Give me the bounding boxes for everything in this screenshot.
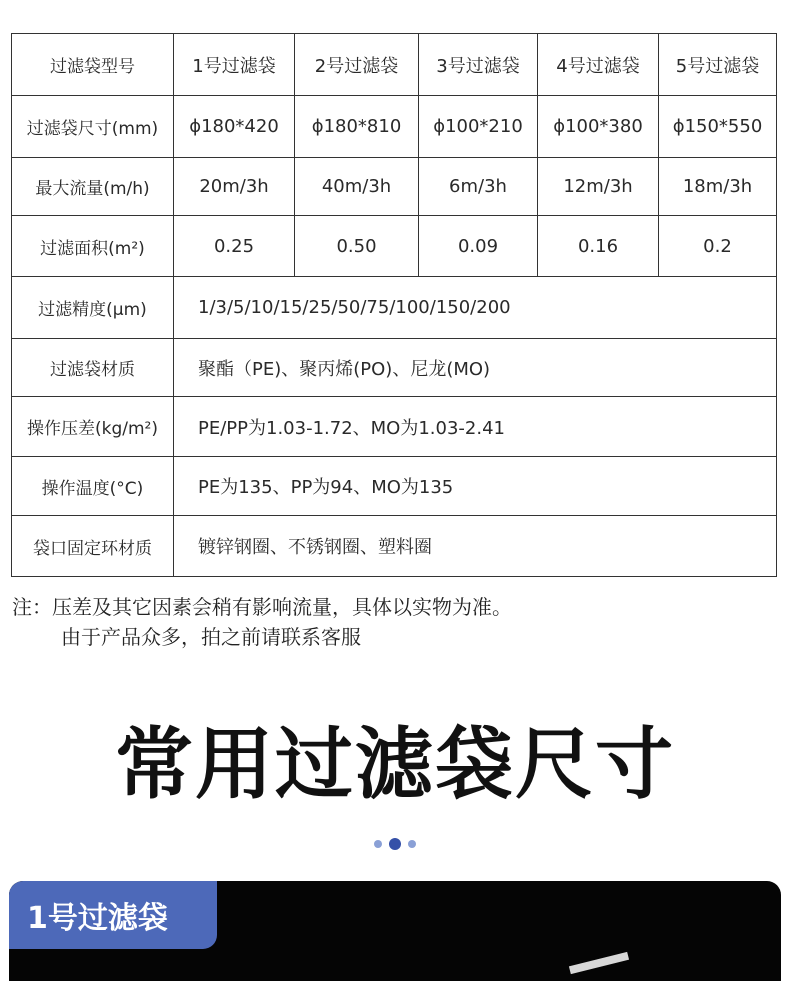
table-cell-wide: 镀锌钢圈、不锈钢圈、塑料圈 (174, 516, 777, 577)
product-badge: 1号过滤袋 (9, 881, 217, 949)
note (12, 592, 512, 652)
header-model-5: 5号过滤袋 (659, 34, 777, 96)
table-cell: ϕ100*380 (538, 96, 659, 158)
table-cell: 0.2 (659, 216, 777, 277)
header-label: 过滤袋型号 (12, 34, 174, 96)
table-cell: 0.16 (538, 216, 659, 277)
table-cell-wide: PE/PP为1.03-1.72、MO为1.03-2.41 (174, 397, 777, 457)
table-cell: ϕ180*420 (174, 96, 295, 158)
table-cell: 6m/3h (419, 158, 538, 216)
table-cell: 18m/3h (659, 158, 777, 216)
table-row (12, 96, 777, 158)
product-image-edge (569, 952, 629, 974)
note-line-1: 注：压差及其它因素会稍有影响流量，具体以实物为准。 (12, 595, 512, 619)
carousel-dot-active[interactable] (389, 838, 401, 850)
table-cell: 0.09 (419, 216, 538, 277)
row-label-size: 过滤袋尺寸(mm) (12, 96, 174, 158)
table-cell: ϕ100*210 (419, 96, 538, 158)
table-cell: ϕ150*550 (659, 96, 777, 158)
header-model-1: 1号过滤袋 (174, 34, 295, 96)
table-cell: 12m/3h (538, 158, 659, 216)
product-panel (9, 881, 781, 981)
carousel-dot[interactable] (374, 840, 382, 848)
row-label-temperature: 操作温度(°C) (12, 457, 174, 516)
header-model-2: 2号过滤袋 (295, 34, 419, 96)
row-label-area: 过滤面积(m²) (12, 216, 174, 277)
table-cell: ϕ180*810 (295, 96, 419, 158)
table-row (12, 339, 777, 397)
header-model-3: 3号过滤袋 (419, 34, 538, 96)
table-cell: 20m/3h (174, 158, 295, 216)
row-label-ring: 袋口固定环材质 (12, 516, 174, 577)
table-cell: 40m/3h (295, 158, 419, 216)
table-row (12, 158, 777, 216)
table-row (12, 397, 777, 457)
note-line-2: 由于产品众多，拍之前请联系客服 (61, 625, 361, 649)
table-cell-wide: 聚酯（PE)、聚丙烯(PO)、尼龙(MO) (174, 339, 777, 397)
table-header-row (12, 34, 777, 96)
table-row (12, 457, 777, 516)
row-label-material: 过滤袋材质 (12, 339, 174, 397)
table-cell: 0.25 (174, 216, 295, 277)
row-label-pressure: 操作压差(kg/m²) (12, 397, 174, 457)
row-label-precision: 过滤精度(μm) (12, 277, 174, 339)
table-row (12, 277, 777, 339)
carousel-dot[interactable] (408, 840, 416, 848)
section-title: 常用过滤袋尺寸 (114, 720, 675, 810)
table-cell-wide: 1/3/5/10/15/25/50/75/100/150/200 (174, 277, 777, 339)
header-model-4: 4号过滤袋 (538, 34, 659, 96)
table-row (12, 216, 777, 277)
table-cell-wide: PE为135、PP为94、MO为135 (174, 457, 777, 516)
row-label-flow: 最大流量(m/h) (12, 158, 174, 216)
table-row (12, 516, 777, 577)
table-cell: 0.50 (295, 216, 419, 277)
carousel-indicator (0, 838, 790, 850)
spec-table (11, 33, 777, 577)
